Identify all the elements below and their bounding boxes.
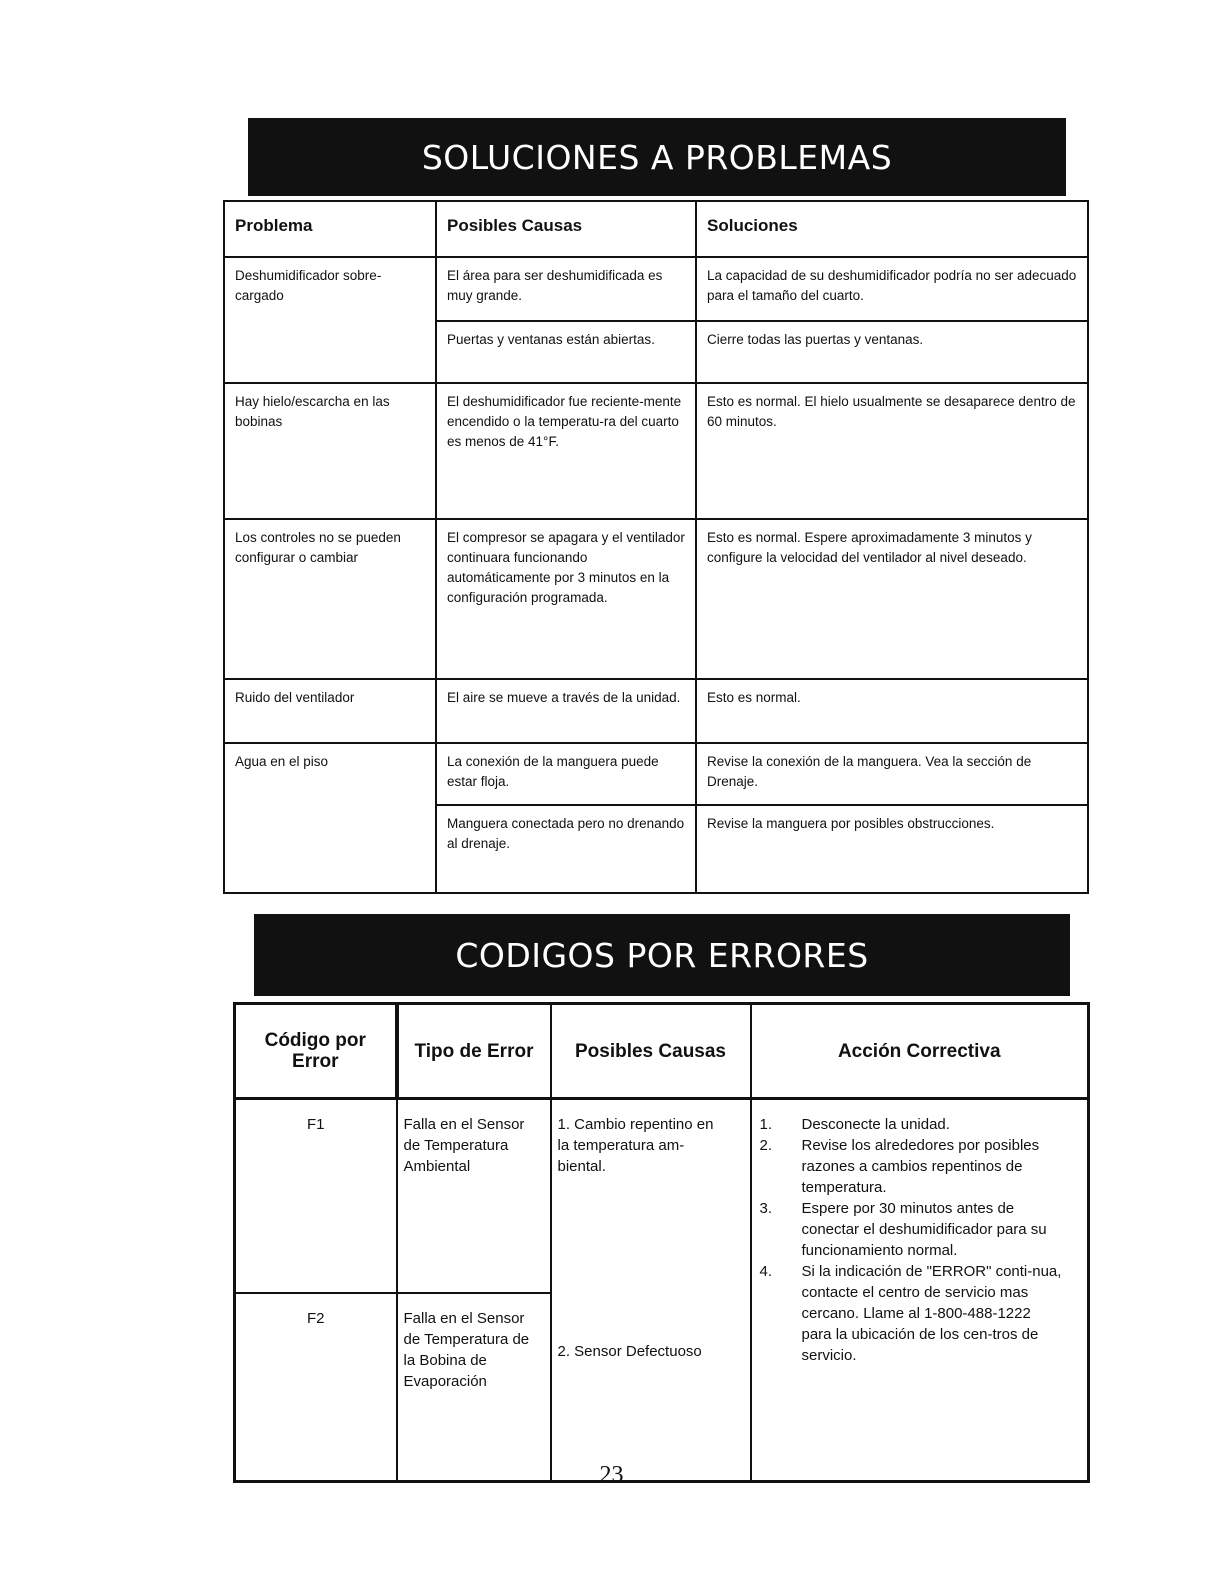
cause-cell: La conexión de la manguera puede estar floja. bbox=[436, 743, 696, 805]
solution-cell: La capacidad de su deshumidificador podría no ser adecuado para el tamaño del cuarto. bbox=[696, 257, 1088, 321]
header-posibles-causas: Posibles Causas bbox=[436, 201, 696, 257]
error-cause-cell bbox=[551, 1099, 751, 1294]
table-row bbox=[224, 679, 1088, 743]
error-codes-table bbox=[233, 1002, 1090, 1483]
table-header-row bbox=[235, 1004, 1089, 1099]
problem-cell: Hay hielo/escarcha en las bobinas bbox=[224, 383, 436, 519]
header-accion: Acción Correctiva bbox=[751, 1004, 1089, 1099]
step-item: 2. Revise los alrededores por posibles razones a cambios repentinos de temperatura. bbox=[759, 1137, 1040, 1196]
cause-cell: Manguera conectada pero no drenando al drenaje. bbox=[436, 805, 696, 893]
problem-cell: Deshumidificador sobre-cargado bbox=[224, 257, 436, 383]
error-type-cell: Falla en el Sensor de Temperatura de la Bobina de Evaporación bbox=[397, 1293, 551, 1482]
corrective-action-cell bbox=[751, 1099, 1089, 1482]
cause-cell: Puertas y ventanas están abiertas. bbox=[436, 321, 696, 383]
table-header-row bbox=[224, 201, 1088, 257]
problem-cell: Los controles no se pueden configurar o cambiar bbox=[224, 519, 436, 679]
header-causas: Posibles Causas bbox=[551, 1004, 751, 1099]
table-row bbox=[224, 383, 1088, 519]
error-type-cell: Falla en el Sensor de Temperatura Ambiental bbox=[397, 1099, 551, 1294]
solution-cell: Revise la manguera por posibles obstrucciones. bbox=[696, 805, 1088, 893]
error-code-cell: F1 bbox=[235, 1099, 397, 1294]
error-codes-banner: CODIGOS POR ERRORES bbox=[254, 914, 1070, 996]
problem-cell: Ruido del ventilador bbox=[224, 679, 436, 743]
solution-cell: Esto es normal. El hielo usualmente se desaparece dentro de 60 minutos. bbox=[696, 383, 1088, 519]
problem-cell: Agua en el piso bbox=[224, 743, 436, 893]
solution-cell: Esto es normal. Espere aproximadamente 3 minutos y configure la velocidad del ventilador al nivel deseado. bbox=[696, 519, 1088, 679]
cause-f1: 1. Cambio repentino en la temperatura am-biental. bbox=[557, 1116, 714, 1175]
table-row bbox=[224, 519, 1088, 679]
header-tipo: Tipo de Error bbox=[397, 1004, 551, 1099]
error-code-cell: F2 bbox=[235, 1293, 397, 1482]
cause-cell: El área para ser deshumidificada es muy grande. bbox=[436, 257, 696, 321]
solution-cell: Esto es normal. bbox=[696, 679, 1088, 743]
header-soluciones: Soluciones bbox=[696, 201, 1088, 257]
troubleshooting-banner: SOLUCIONES A PROBLEMAS bbox=[248, 118, 1066, 196]
solution-cell: Cierre todas las puertas y ventanas. bbox=[696, 321, 1088, 383]
step-item: 3. Espere por 30 minutos antes de conectar el deshumidificador para su funcionamiento normal. bbox=[759, 1200, 1047, 1259]
header-problema: Problema bbox=[224, 201, 436, 257]
header-codigo: Código por Error bbox=[235, 1004, 397, 1099]
table-row bbox=[224, 743, 1088, 805]
cause-cell: El aire se mueve a través de la unidad. bbox=[436, 679, 696, 743]
solution-cell: Revise la conexión de la manguera. Vea la sección de Drenaje. bbox=[696, 743, 1088, 805]
page-number: 23 bbox=[599, 1462, 624, 1488]
cause-cell: El deshumidificador fue reciente-mente encendido o la temperatu-ra del cuarto es menos de 41°F. bbox=[436, 383, 696, 519]
error-cause-cell: 2. Sensor Defectuoso bbox=[551, 1293, 751, 1482]
step-item: 4. Si la indicación de "ERROR" conti-nua, contacte el centro de servicio mas cercano. Llame al 1-800-488-1222 para la ubicación de los cen-tros de servicio. bbox=[759, 1263, 1062, 1364]
table-row bbox=[235, 1099, 1089, 1294]
troubleshooting-table bbox=[223, 200, 1089, 894]
table-row bbox=[224, 257, 1088, 321]
cause-cell: El compresor se apagara y el ventilador continuara funcionando automáticamente por 3 minutos en la configuración programada. bbox=[436, 519, 696, 679]
step-item: 1. Desconecte la unidad. bbox=[759, 1116, 950, 1133]
